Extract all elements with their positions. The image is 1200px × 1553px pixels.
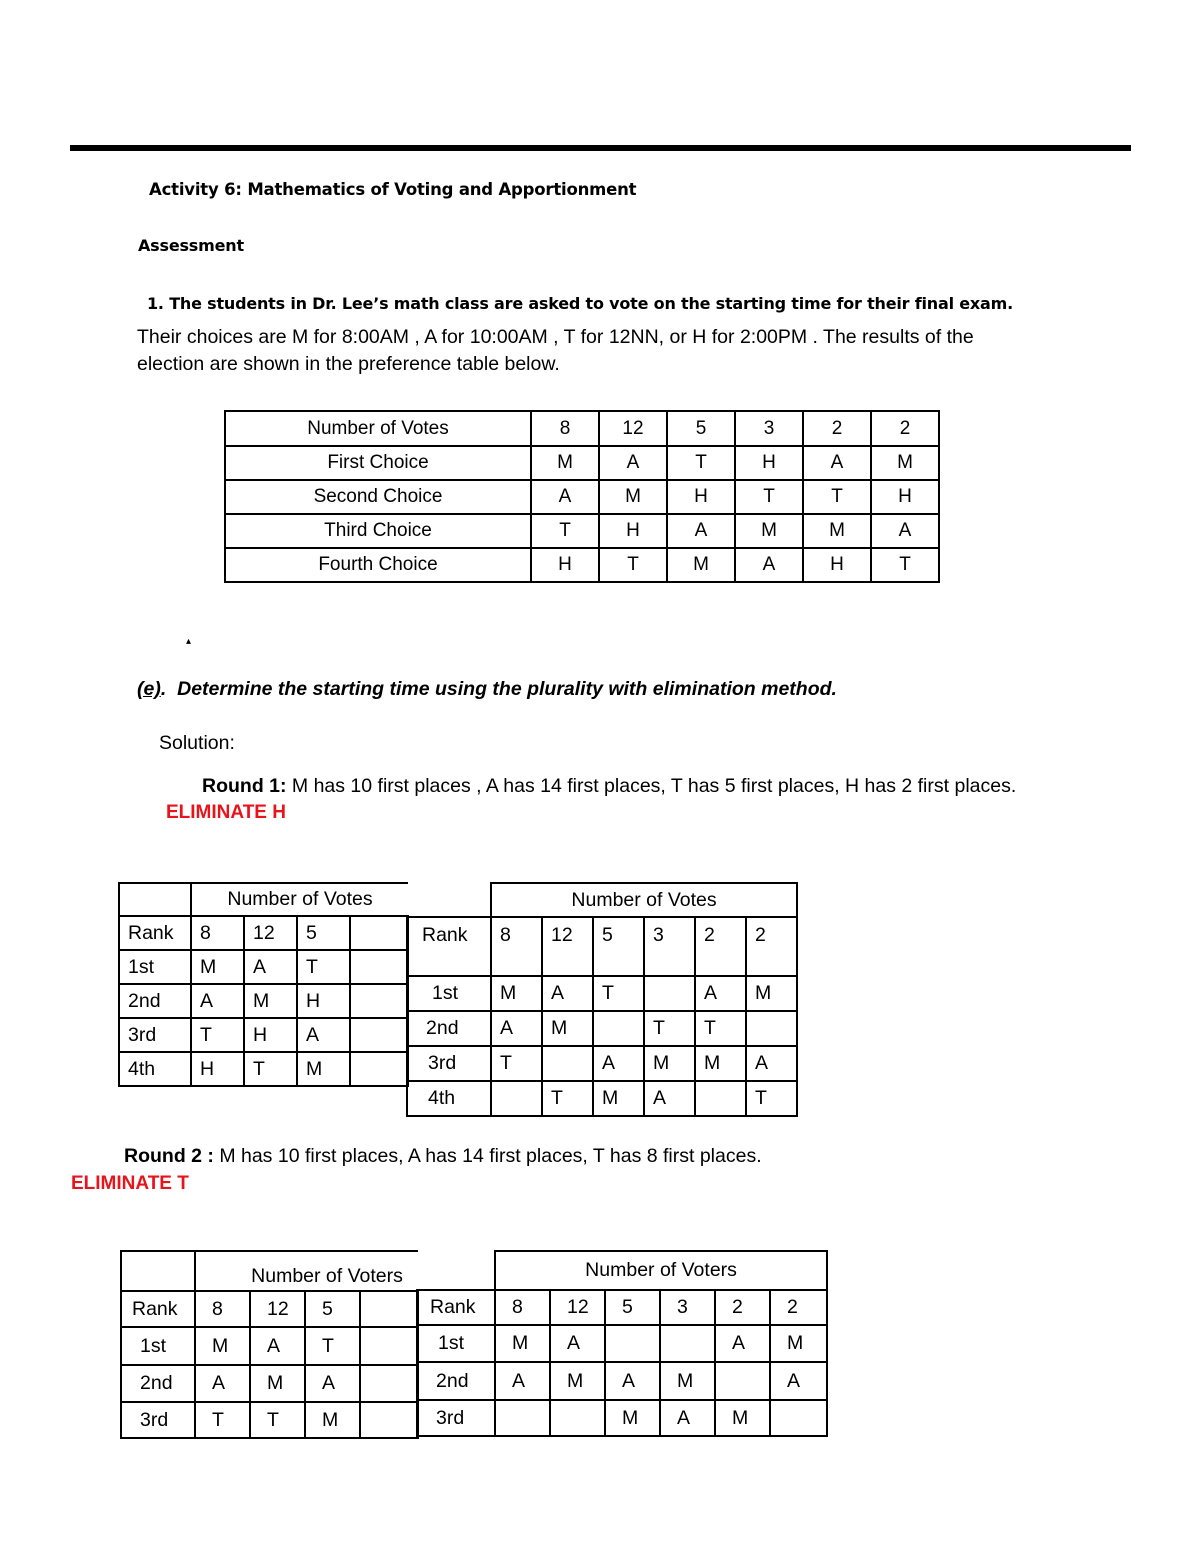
table-row	[119, 984, 408, 1018]
table-row	[225, 480, 939, 514]
cell: H	[599, 514, 667, 548]
vote-count: 2	[770, 1290, 827, 1325]
rank-header: Rank	[407, 917, 491, 976]
round-2-left-table	[120, 1250, 419, 1439]
vote-count: 12	[244, 916, 297, 950]
blank-cell	[350, 1018, 408, 1052]
cell: A	[644, 1081, 695, 1116]
vote-count: 2	[695, 917, 746, 976]
rank-cell: 1st	[417, 1325, 495, 1362]
cell: M	[305, 1402, 360, 1438]
cell	[550, 1400, 605, 1436]
blank-cell	[350, 950, 408, 984]
table-header	[495, 1251, 827, 1290]
cell: M	[297, 1052, 350, 1086]
round-2-right-table	[416, 1250, 828, 1437]
cell	[495, 1400, 550, 1436]
eliminate-h: ELIMINATE H	[166, 802, 286, 823]
vote-count: 5	[667, 411, 735, 446]
vote-count: 5	[305, 1291, 360, 1327]
voters-header: Number of Voters	[585, 1259, 737, 1281]
blank-cell	[360, 1402, 418, 1438]
cell: M	[803, 514, 871, 548]
cell: H	[531, 548, 599, 582]
vote-count: 3	[735, 411, 803, 446]
blank-cell	[350, 984, 408, 1018]
problem-number: 1.	[147, 294, 164, 313]
cell	[644, 976, 695, 1011]
table-row	[417, 1325, 827, 1362]
round-2-text	[124, 1145, 762, 1168]
table-row	[121, 1365, 418, 1402]
cell	[715, 1362, 770, 1400]
cell: A	[715, 1325, 770, 1362]
rank-cell: 1st	[407, 976, 491, 1011]
problem-line-3: election are shown in the preference table below.	[137, 353, 560, 375]
cell: A	[550, 1325, 605, 1362]
cell	[593, 1011, 644, 1046]
rank-cell: 4th	[407, 1081, 491, 1116]
cell: A	[695, 976, 746, 1011]
cell: M	[660, 1362, 715, 1400]
solution-label: Solution:	[159, 732, 235, 754]
blank-cell	[350, 916, 408, 950]
cell: M	[735, 514, 803, 548]
round-1-left-table	[118, 882, 409, 1087]
table-row	[119, 950, 408, 984]
rank-cell: 3rd	[119, 1018, 191, 1052]
cell: A	[250, 1327, 305, 1365]
cell: T	[191, 1018, 244, 1052]
cell: A	[605, 1362, 660, 1400]
cell: M	[605, 1400, 660, 1436]
cell: M	[495, 1325, 550, 1362]
part-e-text: Determine the starting time using the plurality with elimination method.	[177, 678, 837, 700]
vote-count: 8	[531, 411, 599, 446]
cell: A	[491, 1011, 542, 1046]
blank-cell	[350, 1052, 408, 1086]
rank-cell: 2nd	[119, 984, 191, 1018]
rank-cell: 2nd	[417, 1362, 495, 1400]
vote-count: 8	[191, 916, 244, 950]
cell: H	[667, 480, 735, 514]
cell: T	[735, 480, 803, 514]
rank-cell: 2nd	[407, 1011, 491, 1046]
stray-mark: ▴	[186, 636, 192, 647]
table-row	[121, 1327, 418, 1365]
vote-count: 5	[605, 1290, 660, 1325]
table-row	[407, 917, 797, 976]
rank-cell: 3rd	[407, 1046, 491, 1081]
voters-header: Number of Voters	[251, 1265, 403, 1287]
row-label: First Choice	[225, 446, 531, 480]
cell: T	[244, 1052, 297, 1086]
cell: A	[195, 1365, 250, 1402]
cell: A	[770, 1362, 827, 1400]
blank-cell	[121, 1251, 195, 1291]
table-row	[119, 883, 408, 916]
cell: T	[695, 1011, 746, 1046]
cell: A	[735, 548, 803, 582]
cell: M	[542, 1011, 593, 1046]
cell: T	[491, 1046, 542, 1081]
cell: A	[667, 514, 735, 548]
rank-header: Rank	[121, 1291, 195, 1327]
cell: H	[297, 984, 350, 1018]
round-2-result: M has 10 first places, A has 14 first places, T has 8 first places.	[213, 1145, 762, 1167]
cell: H	[191, 1052, 244, 1086]
cell: M	[599, 480, 667, 514]
cell: M	[695, 1046, 746, 1081]
cell: M	[715, 1400, 770, 1436]
cell: T	[599, 548, 667, 582]
cell: T	[644, 1011, 695, 1046]
table-row	[225, 548, 939, 582]
cell: T	[593, 976, 644, 1011]
blank-cell	[360, 1327, 418, 1365]
cell: M	[244, 984, 297, 1018]
cell: T	[195, 1402, 250, 1438]
cell: T	[305, 1327, 360, 1365]
cell: M	[191, 950, 244, 984]
round-1-result: M has 10 first places , A has 14 first places, T has 5 first places, H has 2 first places.	[286, 775, 1017, 797]
table-row	[119, 1018, 408, 1052]
header-rule	[70, 145, 1131, 151]
row-label: Fourth Choice	[225, 548, 531, 582]
preference-table	[224, 410, 940, 583]
table-row	[417, 1400, 827, 1436]
table-row	[417, 1251, 827, 1290]
problem-line-1	[147, 294, 1013, 313]
problem-line-2: Their choices are M for 8:00AM , A for 10:00AM , T for 12NN, or H for 2:00PM . The results of the	[137, 326, 974, 348]
cell	[491, 1081, 542, 1116]
part-e-label: (e)	[137, 678, 161, 700]
cell: A	[305, 1365, 360, 1402]
table-row	[119, 1052, 408, 1086]
table-row	[407, 1081, 797, 1116]
cell: A	[495, 1362, 550, 1400]
cell: T	[746, 1081, 797, 1116]
rank-header: Rank	[119, 916, 191, 950]
vote-count: 2	[715, 1290, 770, 1325]
cell	[605, 1325, 660, 1362]
cell: M	[250, 1365, 305, 1402]
blank-cell	[360, 1291, 418, 1327]
cell: T	[871, 548, 939, 582]
vote-count: 3	[660, 1290, 715, 1325]
row-label: Third Choice	[225, 514, 531, 548]
vote-count: 8	[495, 1290, 550, 1325]
round-2-label: Round 2 :	[124, 1145, 214, 1167]
cell: T	[531, 514, 599, 548]
table-row	[225, 411, 939, 446]
rank-header: Rank	[417, 1290, 495, 1325]
table-header	[491, 883, 797, 917]
cell: M	[770, 1325, 827, 1362]
cell: M	[531, 446, 599, 480]
table-row	[121, 1402, 418, 1438]
round-1-right-table	[406, 882, 798, 1117]
cell: A	[191, 984, 244, 1018]
cell: A	[746, 1046, 797, 1081]
cell: A	[660, 1400, 715, 1436]
rank-cell: 3rd	[121, 1402, 195, 1438]
table-row	[417, 1362, 827, 1400]
eliminate-t: ELIMINATE T	[71, 1173, 189, 1194]
votes-header: Number of Votes	[227, 888, 373, 910]
cell: T	[542, 1081, 593, 1116]
table-row	[407, 1046, 797, 1081]
table-header	[195, 1251, 418, 1291]
table-header	[191, 883, 408, 916]
cell: A	[871, 514, 939, 548]
part-e-question	[137, 678, 837, 701]
cell	[770, 1400, 827, 1436]
table-row	[417, 1290, 827, 1325]
cell: T	[297, 950, 350, 984]
cell: A	[244, 950, 297, 984]
cell: M	[644, 1046, 695, 1081]
row-label: Second Choice	[225, 480, 531, 514]
cell: M	[593, 1081, 644, 1116]
table-row	[225, 446, 939, 480]
table-row	[119, 916, 408, 950]
cell	[542, 1046, 593, 1081]
rank-cell: 3rd	[417, 1400, 495, 1436]
cell: M	[746, 976, 797, 1011]
table-row	[407, 1011, 797, 1046]
vote-count: 2	[746, 917, 797, 976]
round-1-text	[202, 775, 1016, 798]
cell: A	[531, 480, 599, 514]
assessment-heading: Assessment	[138, 236, 244, 255]
cell: T	[667, 446, 735, 480]
rank-cell: 4th	[119, 1052, 191, 1086]
rank-cell: 1st	[121, 1327, 195, 1365]
blank-cell	[407, 883, 491, 917]
cell: H	[871, 480, 939, 514]
rank-cell: 2nd	[121, 1365, 195, 1402]
cell	[695, 1081, 746, 1116]
round-1-label: Round 1:	[202, 775, 287, 797]
cell: M	[195, 1327, 250, 1365]
cell	[746, 1011, 797, 1046]
problem-intro: The students in Dr. Lee’s math class are asked to vote on the starting time for their final exam.	[169, 294, 1013, 313]
vote-count: 12	[542, 917, 593, 976]
cell: M	[550, 1362, 605, 1400]
cell: M	[871, 446, 939, 480]
cell: A	[599, 446, 667, 480]
vote-count: 8	[195, 1291, 250, 1327]
table-row	[407, 883, 797, 917]
cell: A	[803, 446, 871, 480]
table-row	[407, 976, 797, 1011]
cell: M	[667, 548, 735, 582]
cell: A	[542, 976, 593, 1011]
cell: T	[803, 480, 871, 514]
table-row	[121, 1291, 418, 1327]
cell: A	[593, 1046, 644, 1081]
rank-cell: 1st	[119, 950, 191, 984]
votes-header: Number of Votes	[571, 888, 717, 911]
activity-title: Activity 6: Mathematics of Voting and Apportionment	[149, 180, 637, 199]
blank-cell	[360, 1365, 418, 1402]
vote-count: 12	[599, 411, 667, 446]
vote-count: 12	[550, 1290, 605, 1325]
vote-count: 2	[871, 411, 939, 446]
cell: H	[244, 1018, 297, 1052]
cell	[660, 1325, 715, 1362]
part-e-dot: .	[160, 678, 167, 700]
vote-count: 12	[250, 1291, 305, 1327]
blank-cell	[417, 1251, 495, 1290]
blank-cell	[119, 883, 191, 916]
cell: H	[803, 548, 871, 582]
vote-count: 5	[297, 916, 350, 950]
cell: A	[297, 1018, 350, 1052]
cell: T	[250, 1402, 305, 1438]
vote-count: 5	[593, 917, 644, 976]
cell: M	[491, 976, 542, 1011]
vote-count: 3	[644, 917, 695, 976]
vote-count: 8	[491, 917, 542, 976]
cell: H	[735, 446, 803, 480]
table-row	[121, 1251, 418, 1291]
header-cell: Number of Votes	[225, 411, 531, 446]
vote-count: 2	[803, 411, 871, 446]
table-row	[225, 514, 939, 548]
